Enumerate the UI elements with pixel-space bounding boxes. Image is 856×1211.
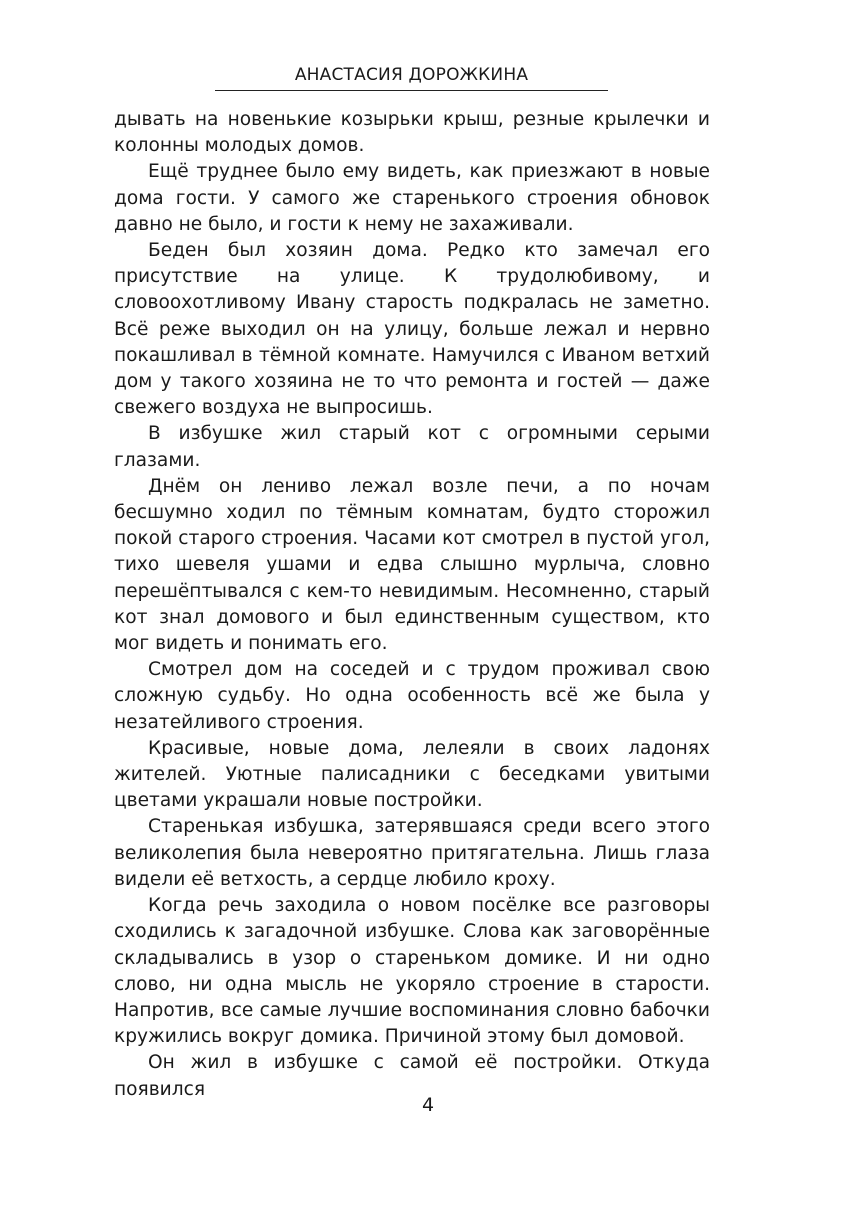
paragraph: Смотрел дом на соседей и с трудом проживал свою сложную судьбу. Но одна особенность всё же была у незатейливого строения. bbox=[114, 659, 710, 733]
paragraph: Беден был хозяин дома. Редко кто замечал его присутствие на улице. К трудолюбивому, и словоохотливому Ивану старость подкралась не заметно. Всё реже выходил он на улицу, больше лежал и нервно покашливал в тёмной комнате. Намучился с Иваном ветхий дом у такого хозяина не то что ремонта и гостей — даже свежего воздуха не выпросишь. bbox=[114, 240, 710, 419]
body-text bbox=[114, 107, 710, 1103]
paragraph: Ещё труднее было ему видеть, как приезжают в новые дома гости. У самого же старенького строения обновок давно не было, и гости к нему не захаживали. bbox=[114, 161, 710, 235]
paragraph: В избушке жил старый кот с огромными серыми глазами. bbox=[114, 423, 710, 471]
paragraph: Он жил в избушке с самой её постройки. Откуда появился bbox=[114, 1052, 710, 1100]
paragraph: дывать на новенькие козырьки крыш, резные крылечки и колонны молодых домов. bbox=[114, 109, 710, 157]
paragraph: Красивые, новые дома, лелеяли в своих ладонях жителей. Уютные палисадники с беседками увитыми цветами украшали новые постройки. bbox=[114, 737, 710, 812]
paragraph: Когда речь заходила о новом посёлке все разговоры сходились к загадочной избушке. Слова как заговорённые складывались в узор о стареньком домике. И ни одно слово, ни одна мысль не укоряло строение в старости. Напротив, все самые лучшие воспоминания словно бабочки кружились вокруг домика. Причиной этому был домовой. bbox=[114, 895, 710, 1048]
page-number: 4 bbox=[421, 1094, 435, 1116]
paragraph: Днём он лениво лежал возле печи, а по ночам бесшумно ходил по тёмным комнатам, будто сторожил покой старого строения. Часами кот смотрел в пустой угол, тихо шевеля ушами и едва слышно мурлыча, словно перешёптывался с кем-то невидимым. Несомненно, старый кот знал домового и был единственным существом, кто мог видеть и понимать его. bbox=[114, 475, 710, 655]
paragraph: Старенькая избушка, затерявшаяся среди всего этого великолепия была невероятно притягательна. Лишь глаза видели её ветхость, а сердце любило кроху. bbox=[114, 816, 710, 890]
running-header: АНАСТАСИЯ ДОРОЖКИНА bbox=[215, 64, 608, 91]
